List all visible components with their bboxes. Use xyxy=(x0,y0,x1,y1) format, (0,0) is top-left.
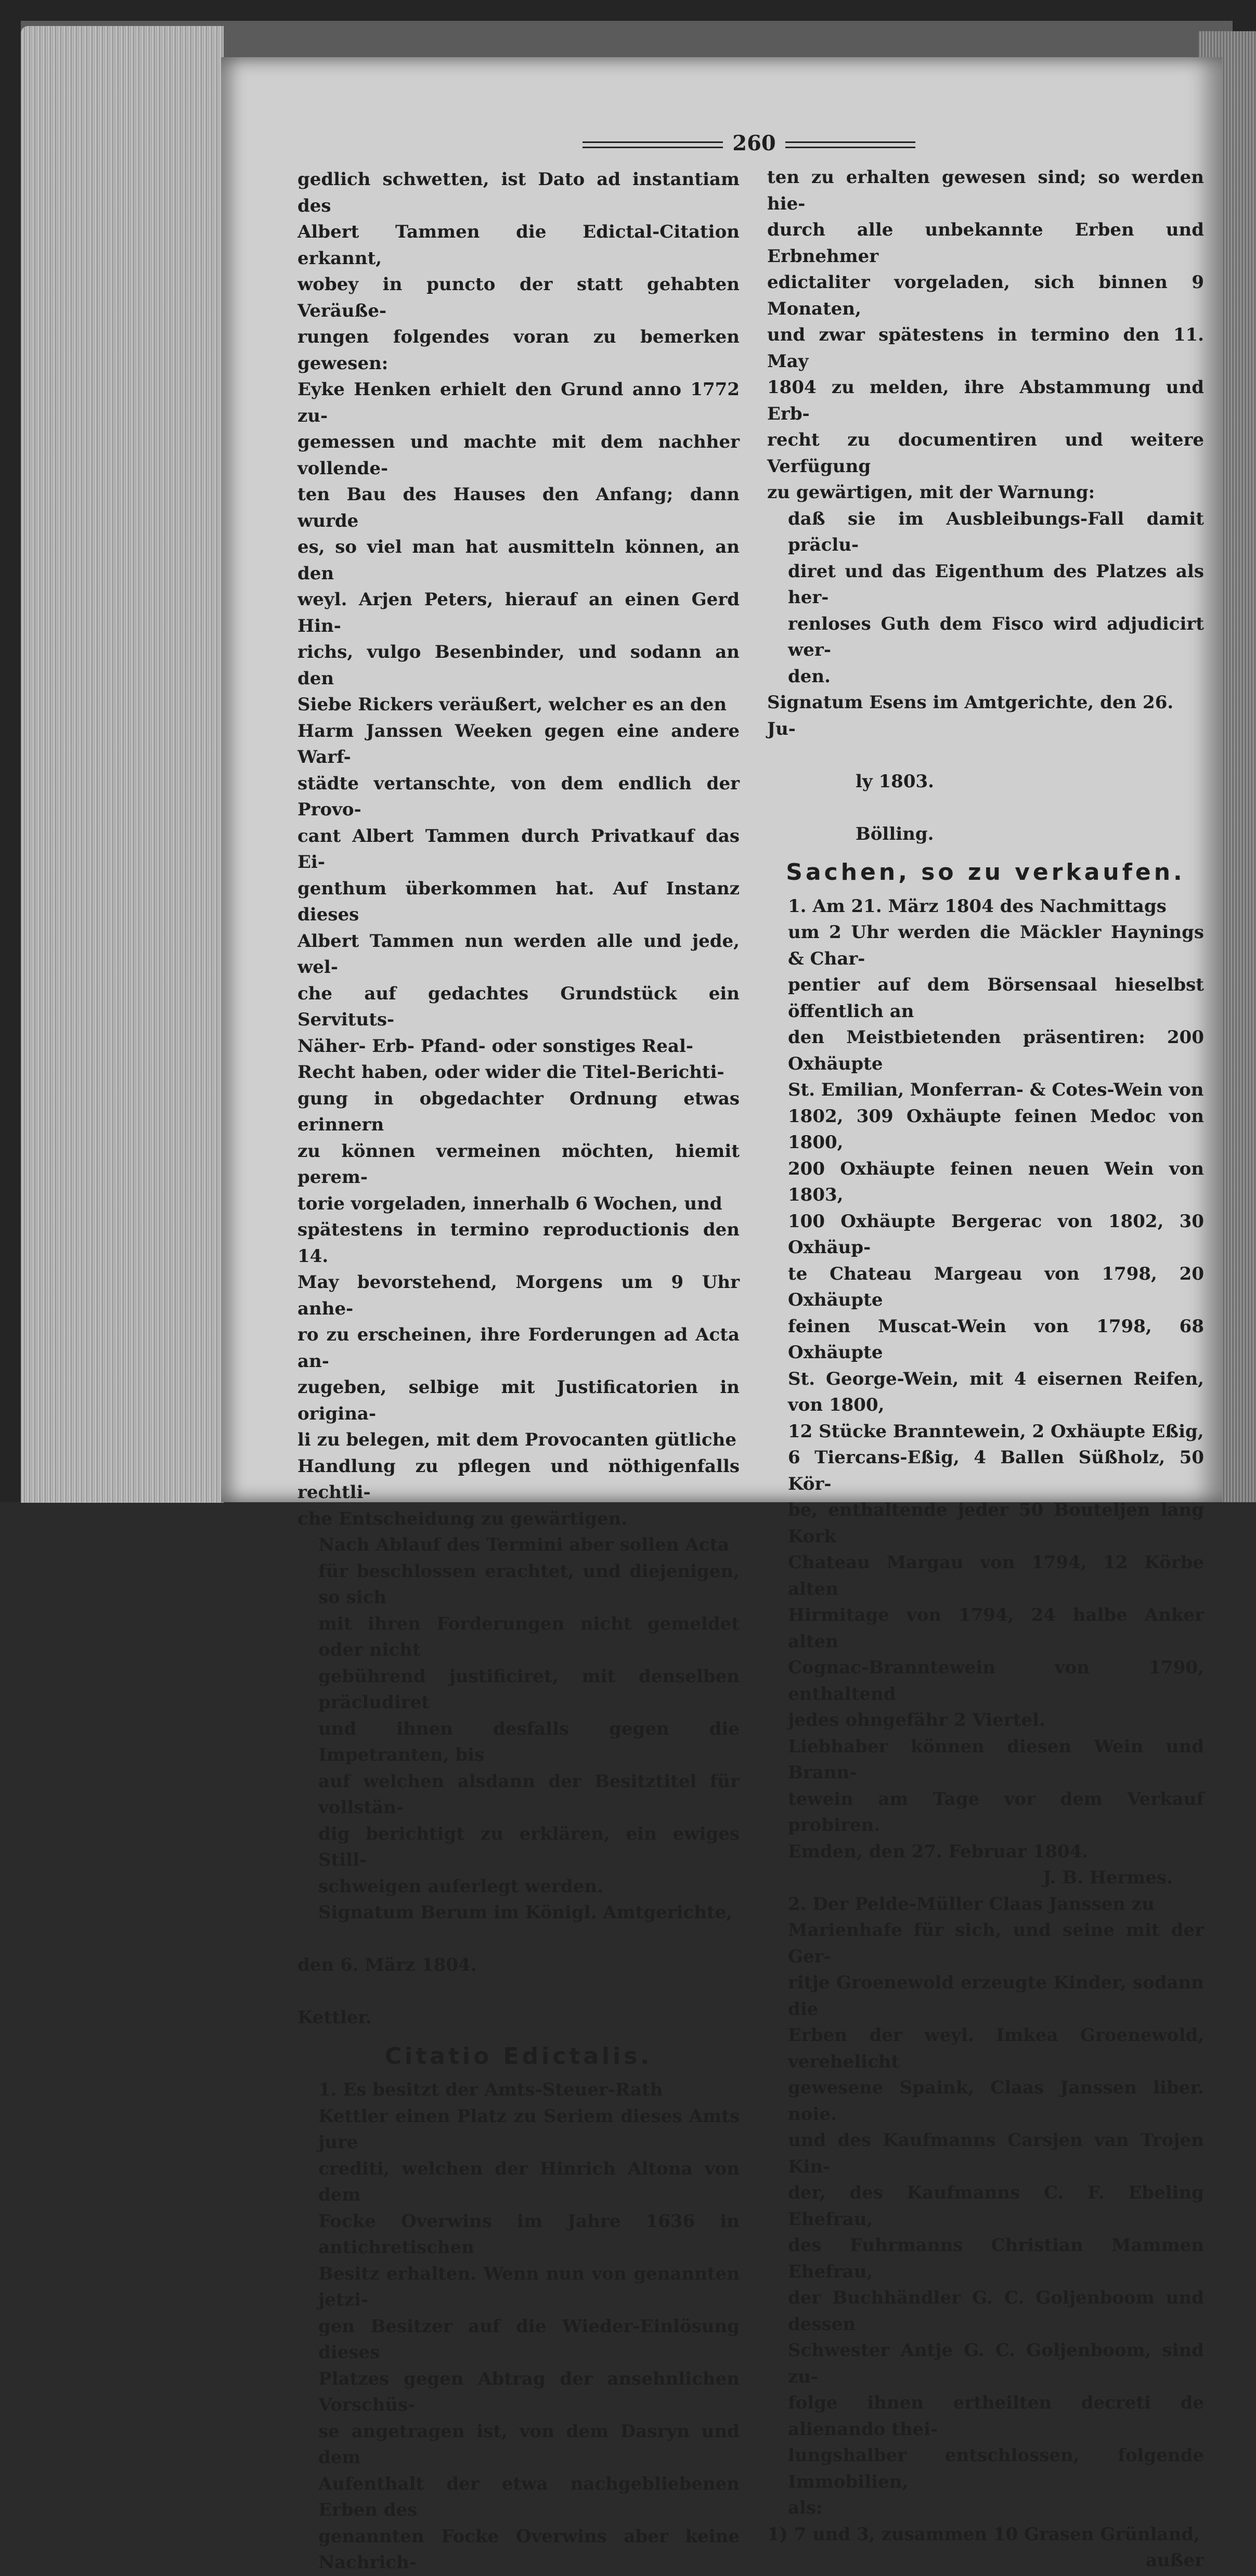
right-paragraph-3: 1. Am 21. März 1804 des Nachmittags um 2 Uhr werden die Mäckler Haynings & Char- pentier auf dem Börsensaal hieselbst öffentlich an den Meistbietenden präsentiren: 200 Oxhäupte St. Emilian, Monferran- & Cotes-Wein von 1802, 309 Oxhäupte feinen Medoc von 1800, 200 Oxhäupte feinen neuen Wein von 1803, 100 Oxhäupte Bergerac von 1802, 30 Oxhäup- te Chateau Margeau von 1798, 20 Oxhäupte feinen Muscat-Wein von 1798, 68 Oxhäupte St. George-Wein, mit 4 eisernen Reifen, von 1800, 12 Stücke Branntewein, 2 Oxhäupte Eßig, 6 Tiercans-Eßig, 4 Ballen Süßholz, 50 Kör- be, enthaltende jeder 50 Bouteljen lang Kork Chateau Margau von 1794, 12 Körbe alten Hirmitage von 1794, 24 halbe Anker alten Cognac-Branntewein von 1790, enthaltend jedes ohngefähr 2 Viertel. xyxy=(788,895,1204,1731)
left-column xyxy=(297,166,740,2576)
page-header xyxy=(582,131,915,157)
left-signature-line-1: Signatum Berum im Königl. Amtgerichte, xyxy=(318,1902,733,1923)
right-signature-line-1: Signatum Esens im Amtgerichte, den 26. Ju- xyxy=(767,692,1174,739)
left-paragraph-1: gedlich schwetten, ist Dato ad instantiam des Albert Tammen die Edictal-Citation erkannt, wobey in puncto der statt gehabten Veräuße- rungen folgendes voran zu bemerken gewesen: Eyke Henken erhielt den Grund anno 1772 zu- gemessen und machte mit dem nachher vollende- ten Bau des Hauses den Anfang; dann wurde es, so viel man hat ausmitteln können, an den weyl. Arjen Peters, hierauf an einen Gerd Hin- richs, vulgo Besenbinder, und sodann an den Siebe Rickers veräußert, welcher es an den Harm Janssen Weeken gegen eine andere Warf- städte vertanschte, von dem endlich der Provo- cant Albert Tammen durch Privatkauf das Ei- genthum überkommen hat. Auf Instanz dieses Albert Tammen nun werden alle und jede, wel- che auf gedachtes Grundstück ein Servituts- Näher- Erb- Pfand- oder sonstiges Real- Recht haben, oder wider die Titel-Berichti- gung in obgedachter Ordnung etwas erinnern zu können vermeinen möchten, hiemit perem- torie vorgeladen, innerhalb 6 Wochen, und spätestens in termino reproductionis den 14. May bevorstehend, Morgens um 9 Uhr anhe- ro zu erscheinen, ihre Forderungen ad Acta an- zugeben, selbige mit Justificatorien in origina- li zu belegen, mit dem Provocanten gütliche Handlung zu pflegen und nöthigenfalls rechtli- che Entscheidung zu gewärtigen. xyxy=(297,169,740,1529)
right-column xyxy=(767,164,1204,2574)
header-rule xyxy=(582,147,723,148)
right-paragraph-4: Liebhaber können diesen Wein und Brann- tewein am Tage vor dem Verkauf probiren. xyxy=(788,1736,1204,1836)
left-paragraph-3: 1. Es besitzt der Amts-Steuer-Rath Kettler einen Platz zu Seriem dieses Amts jure crediti, welchen der Hinrich Altona von dem Focke Overwins im Jahre 1636 in antichretischen Besitz erhalten. Wenn nun von genannten jetzi- gen Besitzer auf die Wieder-Einlösung dieses Platzes gegen Abtrag der ansehnlichen Vorschüs- se angetragen ist, von dem Dasryn und dem Aufenthalt der etwa nachgebliebenen Erben des genannten Focke Overwins aber keine Nachrich- xyxy=(318,2079,740,2573)
header-rule xyxy=(582,141,723,143)
left-signature-name: Kettler. xyxy=(297,2007,372,2028)
right-paragraph-2: daß sie im Ausbleibungs-Fall damit präclu- diret und das Eigenthum des Platzes als her- renloses Guth dem Fisco wird adjudicirt wer- den. xyxy=(788,508,1204,687)
right-signature-date: ly 1803. xyxy=(856,771,934,792)
section-heading-sachen: Sachen, so zu verkaufen. xyxy=(786,859,1185,886)
left-paragraph-2: Nach Ablauf des Termini aber sollen Acta für beschlossen erachtet, und diejenigen, so sich mit ihren Forderungen nicht gemeldet oder nicht gebührend justificiret, mit denselben präcludiret und ihnen desfalls gegen die Impetranten, bis auf welchen alsdann der Besitztitel für vollstän- dig berichtigt zu erklären, ein ewiges Still- schweigen auferlegt werden. xyxy=(318,1534,740,1897)
right-paragraph-6: 1) 7 und 3, zusammen 10 Grasen Grünland, xyxy=(767,2523,1200,2545)
left-signature-date: den 6. März 1804. xyxy=(297,1955,477,1975)
page-edges-left xyxy=(21,26,224,1503)
right-signature-line-3: Emden, den 27. Februar 1804. xyxy=(788,1841,1089,1862)
header-rule xyxy=(785,141,915,143)
right-paragraph-5: 2. Der Pelde-Müller Claas Janssen zu Marienhafe für sich, und seine mit der Ger- ritje Groenewold erzeugte Kinder, sodann die Erben der weyl. Imkea Groenewold, verehelicht gewesene Spaink, Claas Janssen liber. noie. und des Kaufmanns Carsjen van Trojen Kin- der, des Kaufmanns C. F. Ebeling Ehefrau, des Fuhrmanns Christian Mammen Ehefrau, der Buchhändler G. C. Goljenboom und dessen Schwester Antje G. C. Goljenboom, sind zu- folge ihnen ertheilten decreti de alienando thei- lungshalber entschlossen, folgende Immobilien, als: xyxy=(788,1893,1204,2518)
right-signature-name: Bölling. xyxy=(856,823,934,844)
page-number: 260 xyxy=(732,131,776,155)
left-signature-line-2 xyxy=(297,1926,740,2031)
catchword: außer xyxy=(1145,2550,1204,2571)
right-paragraph-1: ten zu erhalten gewesen sind; so werden hie- durch alle unbekannte Erben und Erbnehmer edictaliter vorgeladen, sich binnen 9 Monaten, und zwar spätestens in termino den 11. May 1804 zu melden, ihre Abstammung und Erb- recht zu documentiren und weitere Verfügung zu gewärtigen, mit der Warnung: xyxy=(767,167,1204,503)
header-rule xyxy=(785,147,915,148)
right-signature-line-2 xyxy=(767,742,1204,847)
section-heading-citatio: Citatio Edictalis. xyxy=(384,2042,653,2070)
right-signature-name-2: J. B. Hermes. xyxy=(1043,1867,1173,1888)
